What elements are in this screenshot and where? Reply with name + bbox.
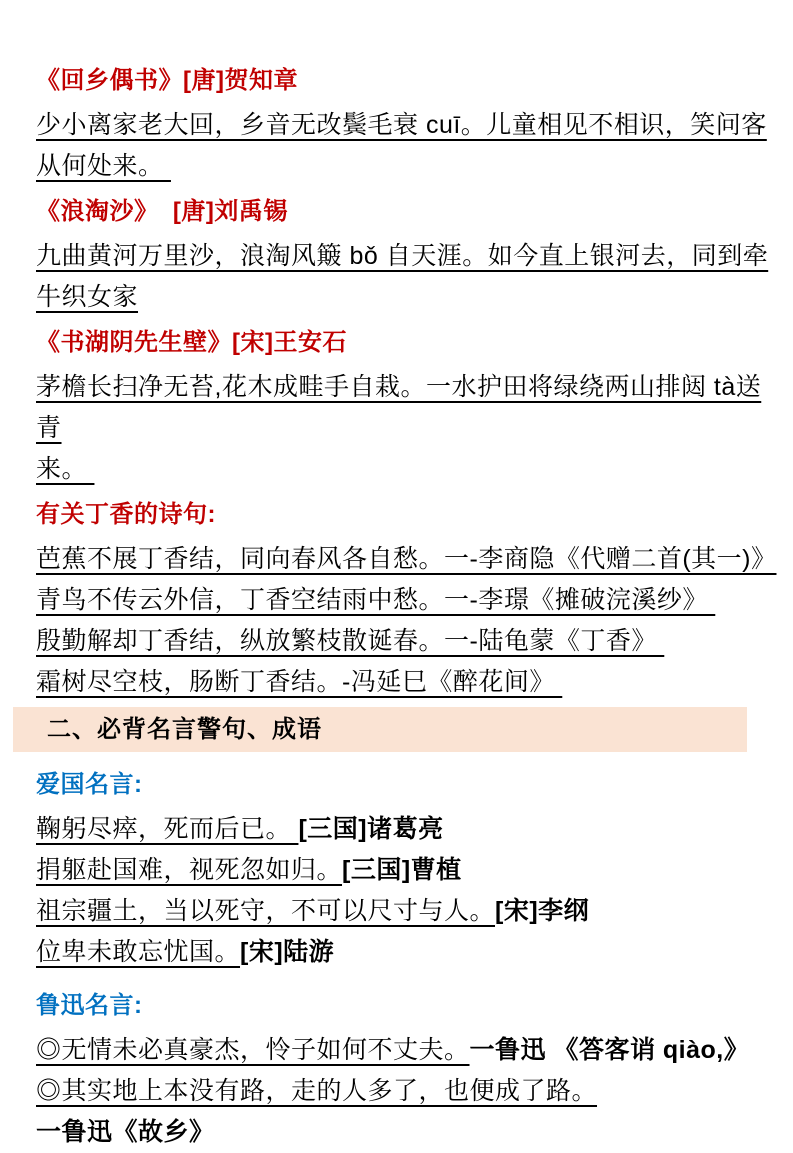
poem-line [36, 105, 775, 146]
poem-text: 来。 [36, 455, 95, 483]
quote-text: 祖宗疆土，当以死守，不可以尺寸与人。 [36, 897, 496, 925]
quote-author: [宋]陆游 [240, 938, 335, 966]
lilac-line [36, 662, 775, 703]
quote-text: 鞠躬尽瘁，死而后已。 [36, 815, 299, 843]
quote-line [36, 891, 775, 932]
poem-title: 《浪淘沙》 [唐]刘禹锡 [36, 198, 288, 225]
section-heading-patriotic: 爱国名言: [36, 771, 143, 798]
quote-text: ◎其实地上本没有路，走的人多了，也便成了路。 [36, 1077, 598, 1105]
quote-author: [三国]曹植 [342, 856, 462, 884]
lilac-text: 殷勤解却丁香结，纵放繁枝散诞春。一-陆龟蒙《丁香》 [36, 627, 665, 655]
quote-author: [三国]诸葛亮 [298, 815, 444, 843]
poem-line [36, 277, 775, 318]
poem-line [36, 449, 775, 490]
quote-text: 位卑未敢忘忧国。 [36, 938, 241, 966]
poem-line [36, 236, 775, 277]
section-banner: 二、必背名言警句、成语 [13, 707, 747, 752]
poem-line [36, 146, 775, 187]
quote-text: ◎无情未必真豪杰，怜子如何不丈夫。 [36, 1036, 470, 1064]
quote-line [36, 1030, 775, 1071]
quote-author: [宋]李纲 [495, 897, 590, 925]
poem-text: 茅檐长扫净无苔,花木成畦手自栽。一水护田将绿绕两山排闼 tà送青 [36, 373, 762, 442]
poem-text: 少小离家老大回，乡音无改鬓毛衰 cuī。儿童相见不相识，笑问客 [36, 111, 767, 139]
lilac-line [36, 539, 775, 580]
poem-text: 牛织女家 [36, 283, 139, 311]
section-heading-luxun: 鲁迅名言: [36, 992, 143, 1019]
lilac-text: 青鸟不传云外信，丁香空结雨中愁。一-李璟《摊破浣溪纱》 [36, 586, 716, 614]
lilac-line [36, 580, 775, 621]
poem-line [36, 367, 775, 449]
poem-text: 从何处来。 [36, 152, 171, 180]
quote-line [36, 1071, 775, 1153]
lilac-line [36, 621, 775, 662]
poem-title: 《书湖阴先生壁》[宋]王安石 [36, 329, 347, 356]
quote-line [36, 850, 775, 891]
section-heading-lilac: 有关丁香的诗句: [36, 501, 216, 528]
poem-title: 《回乡偶书》[唐]贺知章 [36, 67, 298, 94]
poem-text: 九曲黄河万里沙，浪淘风簸 bǒ 自天涯。如今直上银河去，同到牵 [36, 242, 769, 270]
quote-author: 一鲁迅《故乡》 [36, 1118, 215, 1146]
lilac-text: 霜树尽空枝，肠断丁香结。-冯延巳《醉花间》 [36, 668, 563, 696]
quote-text: 捐躯赴国难，视死忽如归。 [36, 856, 343, 884]
lilac-text: 芭蕉不展丁香结，同向春风各自愁。一-李商隐《代赠二首(其一)》 [36, 545, 777, 573]
quote-author: 一鲁迅 《答客诮 qiào,》 [469, 1036, 750, 1064]
quote-line [36, 809, 775, 850]
quote-line [36, 932, 775, 973]
